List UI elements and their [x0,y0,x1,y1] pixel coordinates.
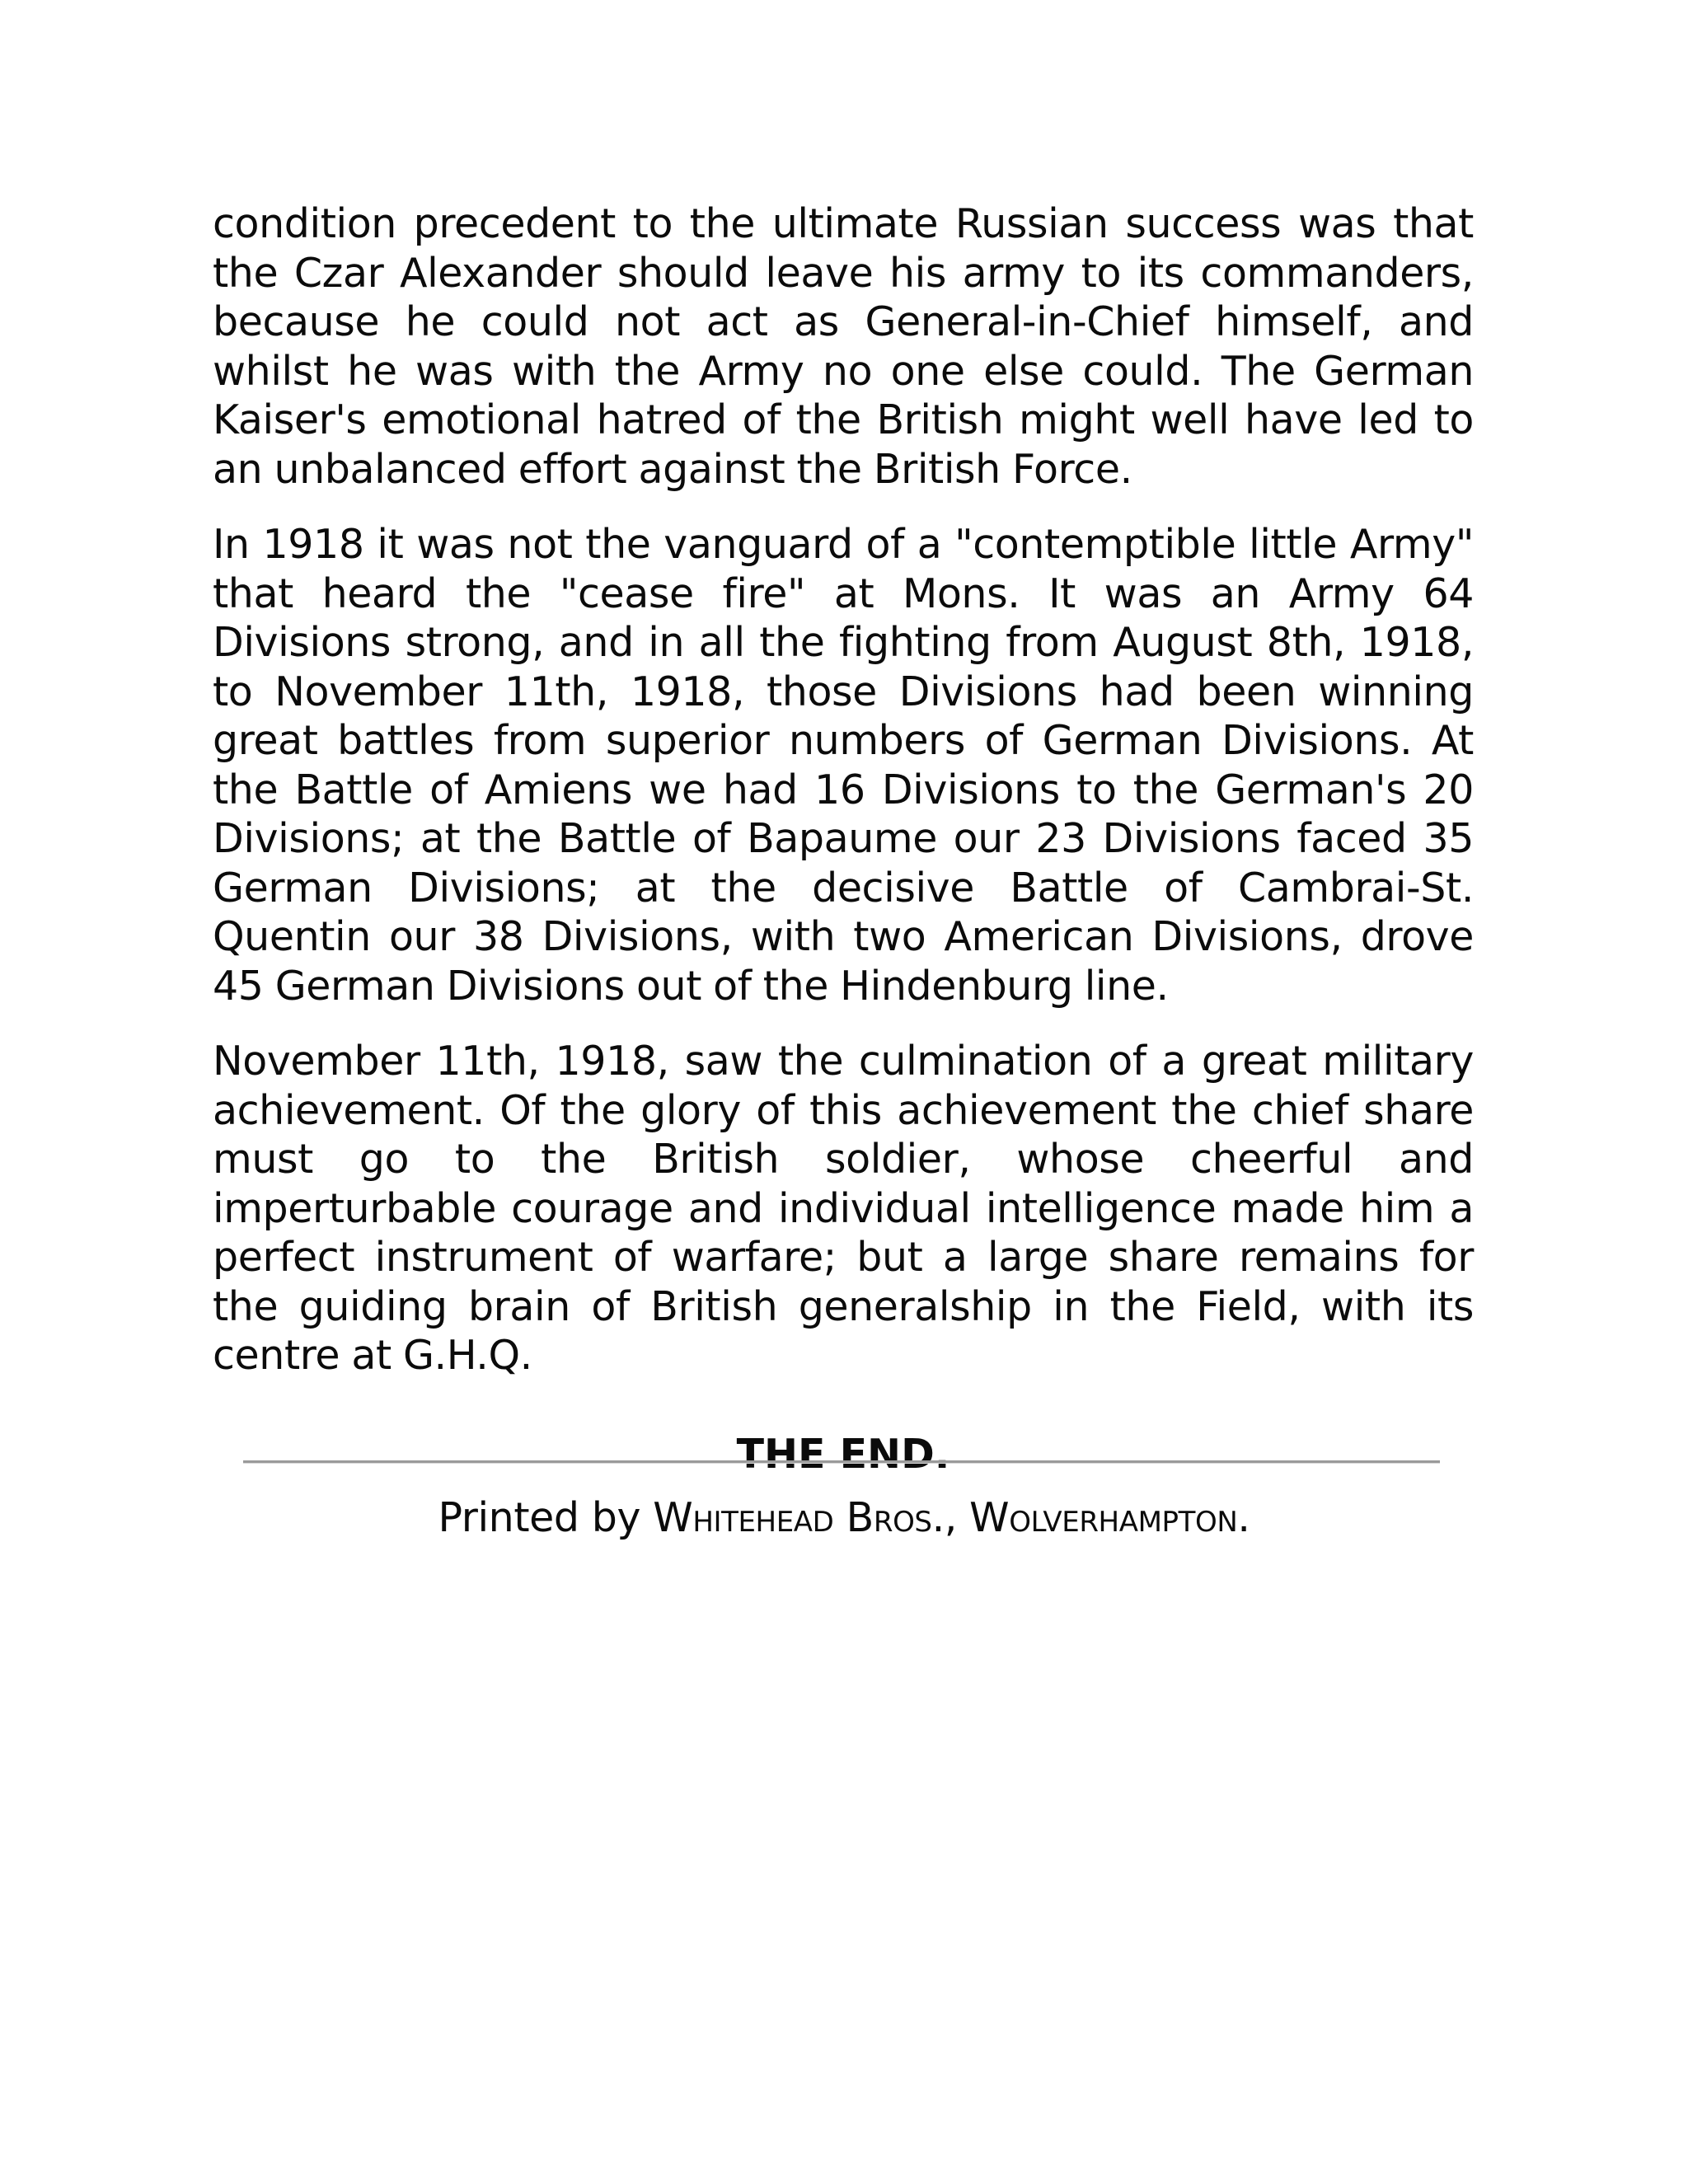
body-paragraph-3: November 11th, 1918, saw the culmination of a great military achievement. Of the glory of this achievement the chief share must go to the British soldier, whose cheerful and imperturbable courage and individual intelligence made him a perfect instrument of warfare; but a large share remains for the guiding brain of British generalship in the Field, with its centre at G.H.Q. [213,1038,1474,1379]
imprint-prefix: Printed by [438,1494,654,1541]
printer-place: Wolverhampton. [969,1494,1250,1541]
body-paragraph-1: condition precedent to the ultimate Russian success was that the Czar Alexander should leave his army to its commanders, because he could not act as General-in-Chief himself, and whilst he was with the Army no one else could. The German Kaiser's emotional hatred of the British might well have led to an unbalanced effort against the British Force. [213,200,1474,493]
printer-imprint [0,1493,1688,1543]
imprint-separator: , [944,1494,970,1541]
horizontal-rule-divider [243,1460,1440,1464]
the-end-heading: THE END. [736,1430,950,1478]
printer-name: Whitehead Bros. [653,1494,945,1541]
body-paragraph-2: In 1918 it was not the vanguard of a "contemptible little Army" that heard the "cease fire" at Mons. It was an Army 64 Divisions strong, and in all the fighting from August 8th, 1918, to November 11th, 1918, those Divisions had been winning great battles from superior numbers of German Divisions. At the Battle of Amiens we had 16 Divisions to the German's 20 Divisions; at the Battle of Bapaume our 23 Divisions faced 35 German Divisions; at the decisive Battle of Cambrai-St. Quentin our 38 Divisions, with two American Divisions, drove 45 German Divisions out of the Hindenburg line. [213,521,1474,1010]
page-body [213,199,1474,1479]
